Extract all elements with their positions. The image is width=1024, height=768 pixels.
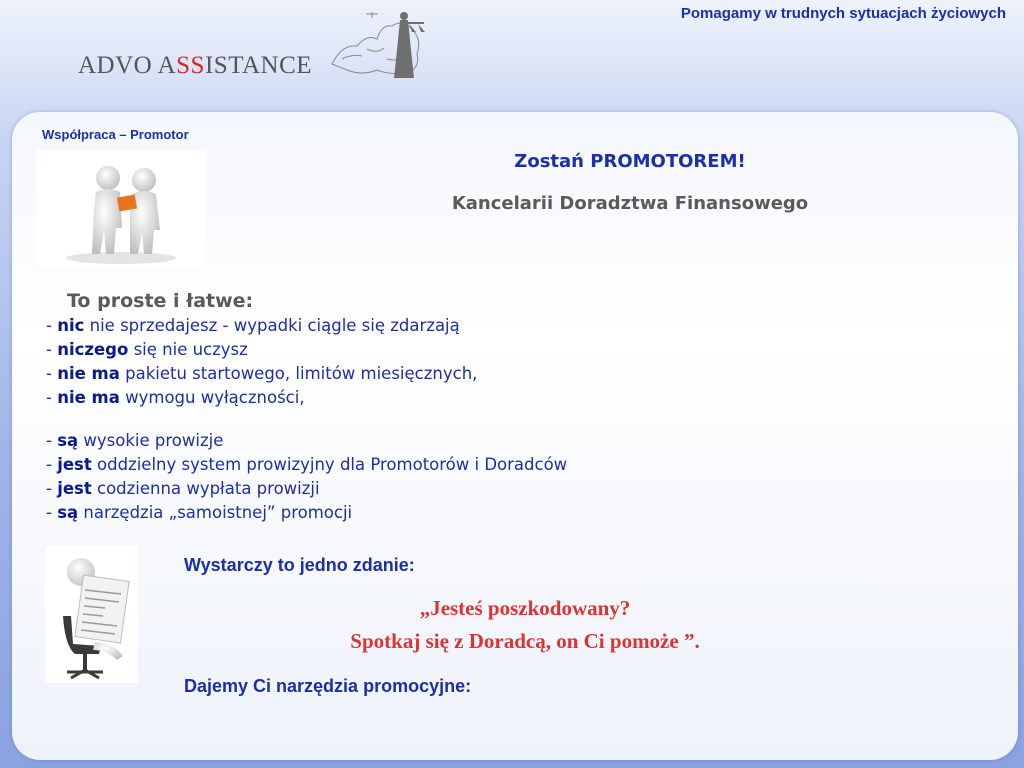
sentence-label: Wystarczy to jedno zdanie: — [184, 555, 415, 575]
tagline: Pomagamy w trudnych sytuacjach życiowych — [680, 5, 1006, 22]
handshake-figures-image — [36, 150, 206, 267]
justice-statue-map-icon — [322, 4, 432, 82]
benefits-title: To proste i łatwe: — [67, 290, 254, 312]
logo-part-1: ADVO A — [78, 52, 177, 79]
list-item: - niczego się nie uczysz — [46, 340, 248, 359]
section-title: Współpraca – Promotor — [42, 127, 189, 142]
benefits-list-1 — [46, 314, 477, 410]
logo-part-3: ISTANCE — [204, 52, 313, 79]
headline-title: Zostań PROMOTOREM! — [514, 151, 746, 172]
logo — [78, 52, 312, 80]
logo-part-2: SS — [176, 52, 205, 79]
list-item: - są narzędzia „samoistnej” promocji — [46, 503, 353, 522]
list-item: - nie ma pakietu startowego, limitów miesięcznych, — [46, 364, 478, 383]
list-item: - nie ma wymogu wyłączności, — [46, 388, 305, 407]
list-item: - nic nie sprzedajesz - wypadki ciągle się zdarzają — [46, 316, 460, 335]
headline-subtitle: Kancelarii Doradztwa Finansowego — [451, 193, 809, 214]
newspaper-reader-image — [45, 546, 138, 683]
list-item: - jest codzienna wypłata prowizji — [46, 479, 320, 498]
list-item: - są wysokie prowizje — [46, 431, 224, 450]
quote-line-2: Spotkaj się z Doradcą, on Ci pomoże ”. — [350, 629, 700, 653]
quote-line-1: „Jesteś poszkodowany? — [419, 596, 631, 620]
tools-label: Dajemy Ci narzędzia promocyjne: — [184, 676, 472, 696]
list-item: - jest oddzielny system prowizyjny dla Promotorów i Doradców — [46, 455, 568, 474]
benefits-list-2 — [46, 429, 567, 525]
